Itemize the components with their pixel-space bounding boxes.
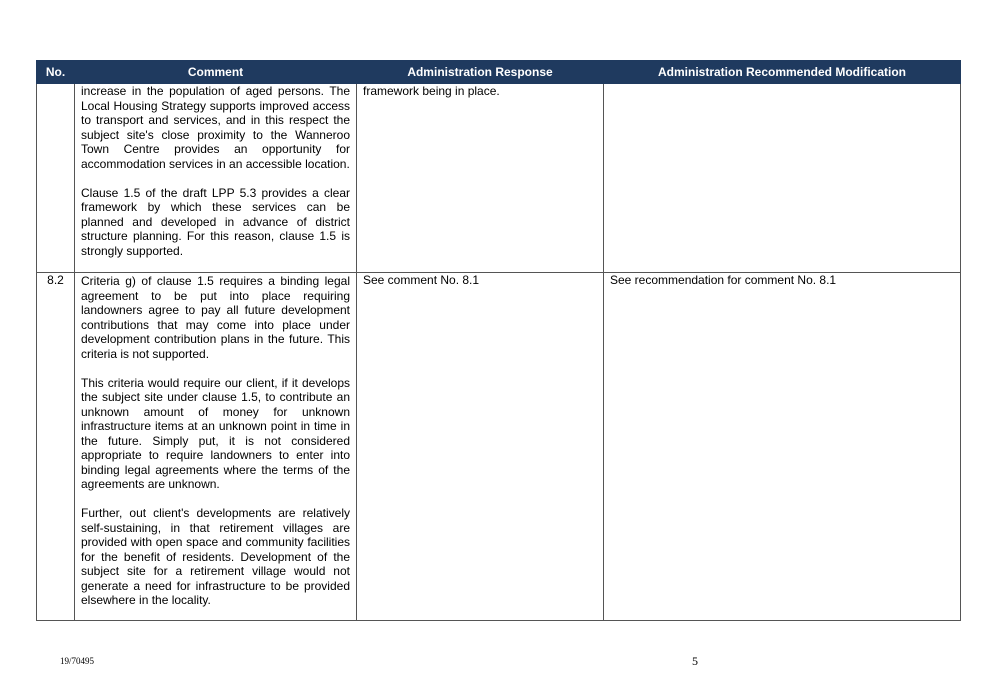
header-comment: Comment: [75, 61, 357, 84]
response-cell: See comment No. 8.1: [357, 273, 604, 621]
row-number: 8.2: [37, 273, 75, 621]
comment-cell: [75, 84, 357, 273]
comment-paragraph: Further, out client's developments are relatively self-sustaining, in that retirement villages are provided with open space and community facilities for the benefit of residents. Development of the subject site for a retirement village would not generate a need for infrastructure to be provided elsewhere in the locality.: [81, 506, 350, 607]
response-cell: framework being in place.: [357, 84, 604, 273]
table-header-row: [37, 61, 961, 84]
comment-paragraph: Criteria g) of clause 1.5 requires a binding legal agreement to be put into place requiring landowners agree to pay all future development contributions that may come into place under development contribution plans in the future. This criteria is not supported.: [81, 274, 350, 361]
table-row: [37, 84, 961, 273]
submissions-table: [36, 60, 961, 621]
comment-paragraph: increase in the population of aged persons. The Local Housing Strategy supports improved access to transport and services, and in this respect the subject site's close proximity to the Wanneroo Town Centre provides an opportunity for accommodation services in an accessible location.: [81, 84, 350, 171]
modification-cell: [604, 84, 961, 273]
header-modification: Administration Recommended Modification: [604, 61, 961, 84]
comment-paragraph: This criteria would require our client, if it develops the subject site under clause 1.5, to contribute an unknown amount of money for unknown infrastructure items at an unknown point in time in the future. Simply put, it is not considered appropriate to require landowners to enter into binding legal agreements where the terms of the agreements are unknown.: [81, 375, 350, 491]
comment-cell: [75, 273, 357, 621]
header-no: No.: [37, 61, 75, 84]
comment-paragraph: Clause 1.5 of the draft LPP 5.3 provides a clear framework by which these services can be planned and developed in advance of district structure planning. For this reason, clause 1.5 is strongly supported.: [81, 185, 350, 258]
modification-cell: See recommendation for comment No. 8.1: [604, 273, 961, 621]
document-reference: 19/70495: [60, 656, 95, 666]
header-response: Administration Response: [357, 61, 604, 84]
page-number: 5: [692, 654, 698, 668]
table-row: [37, 273, 961, 621]
row-number: [37, 84, 75, 273]
